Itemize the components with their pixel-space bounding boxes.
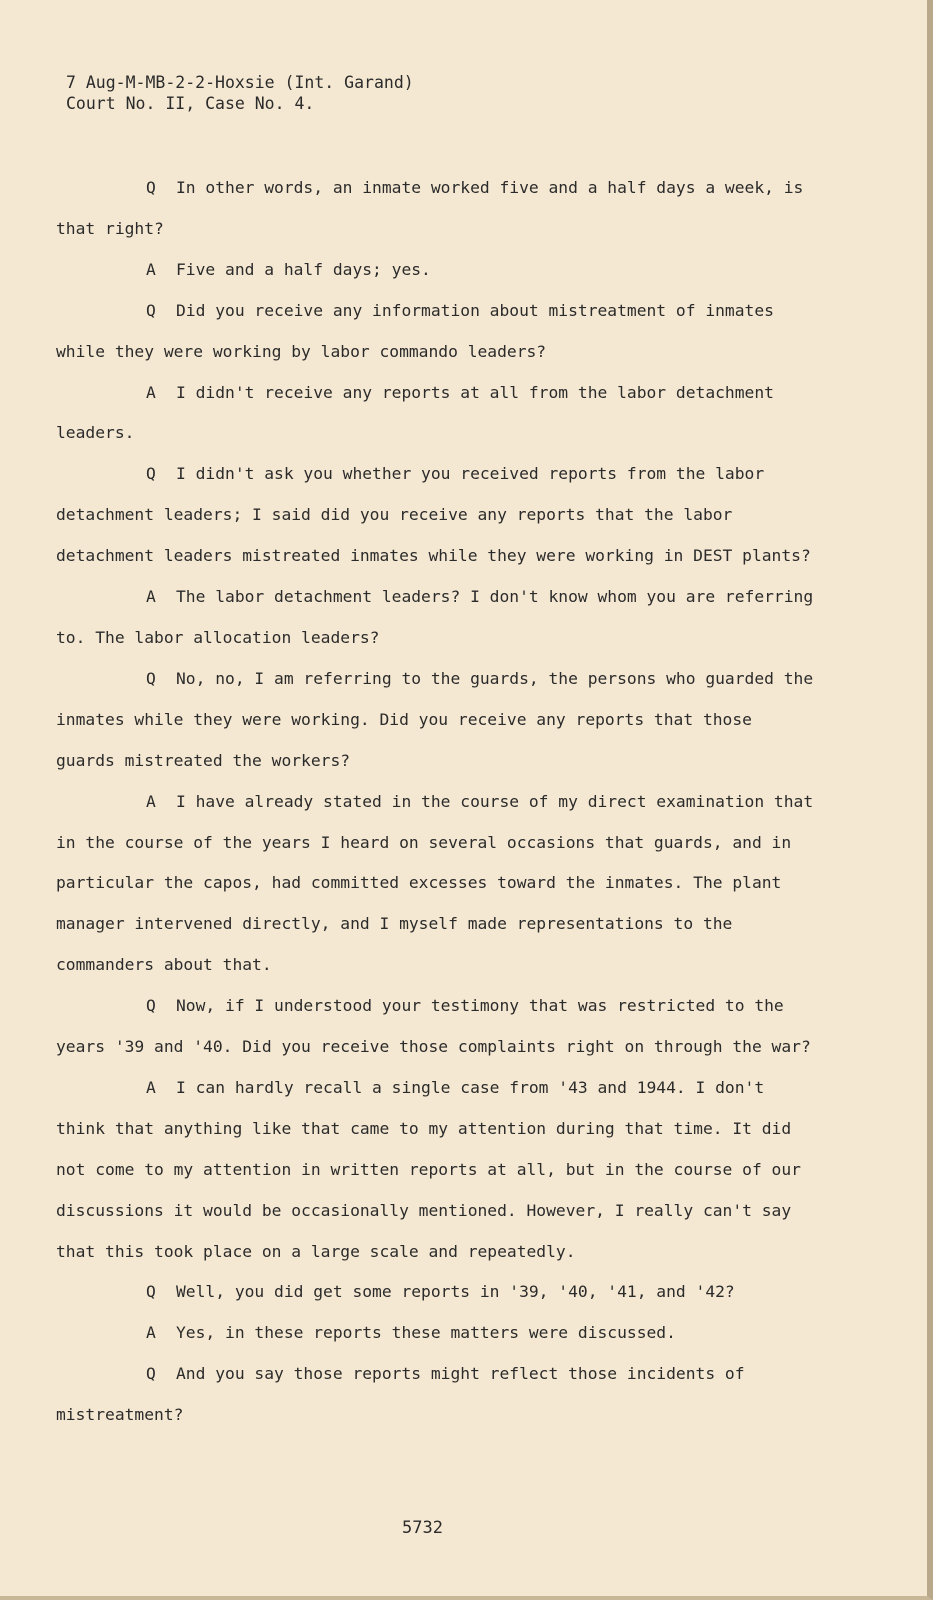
- transcript-paragraph: [56, 250, 816, 291]
- document-header: [66, 72, 414, 114]
- transcript-paragraph: [56, 454, 816, 577]
- speaker-label: A: [146, 587, 156, 607]
- transcript-paragraph: [56, 1272, 816, 1313]
- speaker-label: A: [146, 382, 156, 402]
- speaker-label: A: [146, 791, 156, 811]
- transcript-paragraph: [56, 1313, 816, 1354]
- speaker-label: A: [146, 1323, 156, 1343]
- paragraph-text: I didn't receive any reports at all from the labor detachment leaders.: [56, 382, 774, 443]
- paragraph-text: I didn't ask you whether you received reports from the labor detachment leaders; I said did you receive any reports that the labor detachment leaders mistreated inmates while they were working in DEST plants?: [56, 464, 811, 566]
- speaker-label: Q: [146, 300, 156, 320]
- header-line-1: 7 Aug-M-MB-2-2-Hoxsie (Int. Garand): [66, 73, 414, 92]
- page-number: 5732: [402, 1518, 443, 1538]
- paragraph-text: No, no, I am referring to the guards, the persons who guarded the inmates while they were working. Did you receive any reports that those guards mistreated the workers?: [56, 668, 814, 770]
- paragraph-text: The labor detachment leaders? I don't know whom you are referring to. The labor allocation leaders?: [56, 587, 814, 647]
- speaker-label: Q: [146, 1364, 156, 1384]
- speaker-label: Q: [146, 668, 156, 688]
- transcript-paragraph: [56, 577, 816, 659]
- speaker-label: Q: [146, 464, 156, 484]
- paragraph-text: In other words, an inmate worked five and a half days a week, is that right?: [56, 178, 804, 238]
- transcript-paragraph: [56, 168, 816, 250]
- transcript-paragraph: [56, 782, 816, 987]
- speaker-label: A: [146, 1077, 156, 1097]
- transcript-paragraph: [56, 373, 816, 455]
- paragraph-text: I can hardly recall a single case from '43 and 1944. I don't think that anything like that came to my attention during that time. It did not come to my attention in written reports at all, but in the course of our discussions it would be occasionally mentioned. However, I really can't say that this took place on a large scale and repeatedly.: [56, 1077, 801, 1261]
- transcript-body: [56, 168, 816, 1436]
- speaker-label: Q: [146, 178, 156, 197]
- paragraph-text: Did you receive any information about mistreatment of inmates while they were working by labor commando leaders?: [56, 300, 774, 361]
- paragraph-text: Well, you did get some reports in '39, '40, '41, and '42?: [176, 1282, 735, 1302]
- transcript-paragraph: [56, 986, 816, 1068]
- speaker-label: Q: [146, 996, 156, 1016]
- header-line-2: Court No. II, Case No. 4.: [66, 94, 315, 113]
- speaker-label: A: [146, 259, 156, 279]
- transcript-paragraph: [56, 1068, 816, 1273]
- transcript-paragraph: [56, 1354, 816, 1436]
- transcript-paragraph: [56, 659, 816, 782]
- paragraph-text: Five and a half days; yes.: [176, 259, 431, 279]
- paragraph-text: Now, if I understood your testimony that was restricted to the years '39 and '40. Did you receive those complaints right on through the war?: [56, 996, 811, 1057]
- paragraph-text: And you say those reports might reflect those incidents of mistreatment?: [56, 1364, 745, 1425]
- transcript-paragraph: [56, 291, 816, 373]
- speaker-label: Q: [146, 1282, 156, 1302]
- paragraph-text: Yes, in these reports these matters were discussed.: [176, 1323, 676, 1343]
- paragraph-text: I have already stated in the course of my direct examination that in the course of the years I heard on several occasions that guards, and in particular the capos, had committed excesses toward the inmates. The plant manager intervened directly, and I myself made representations to the commanders about that.: [56, 791, 814, 975]
